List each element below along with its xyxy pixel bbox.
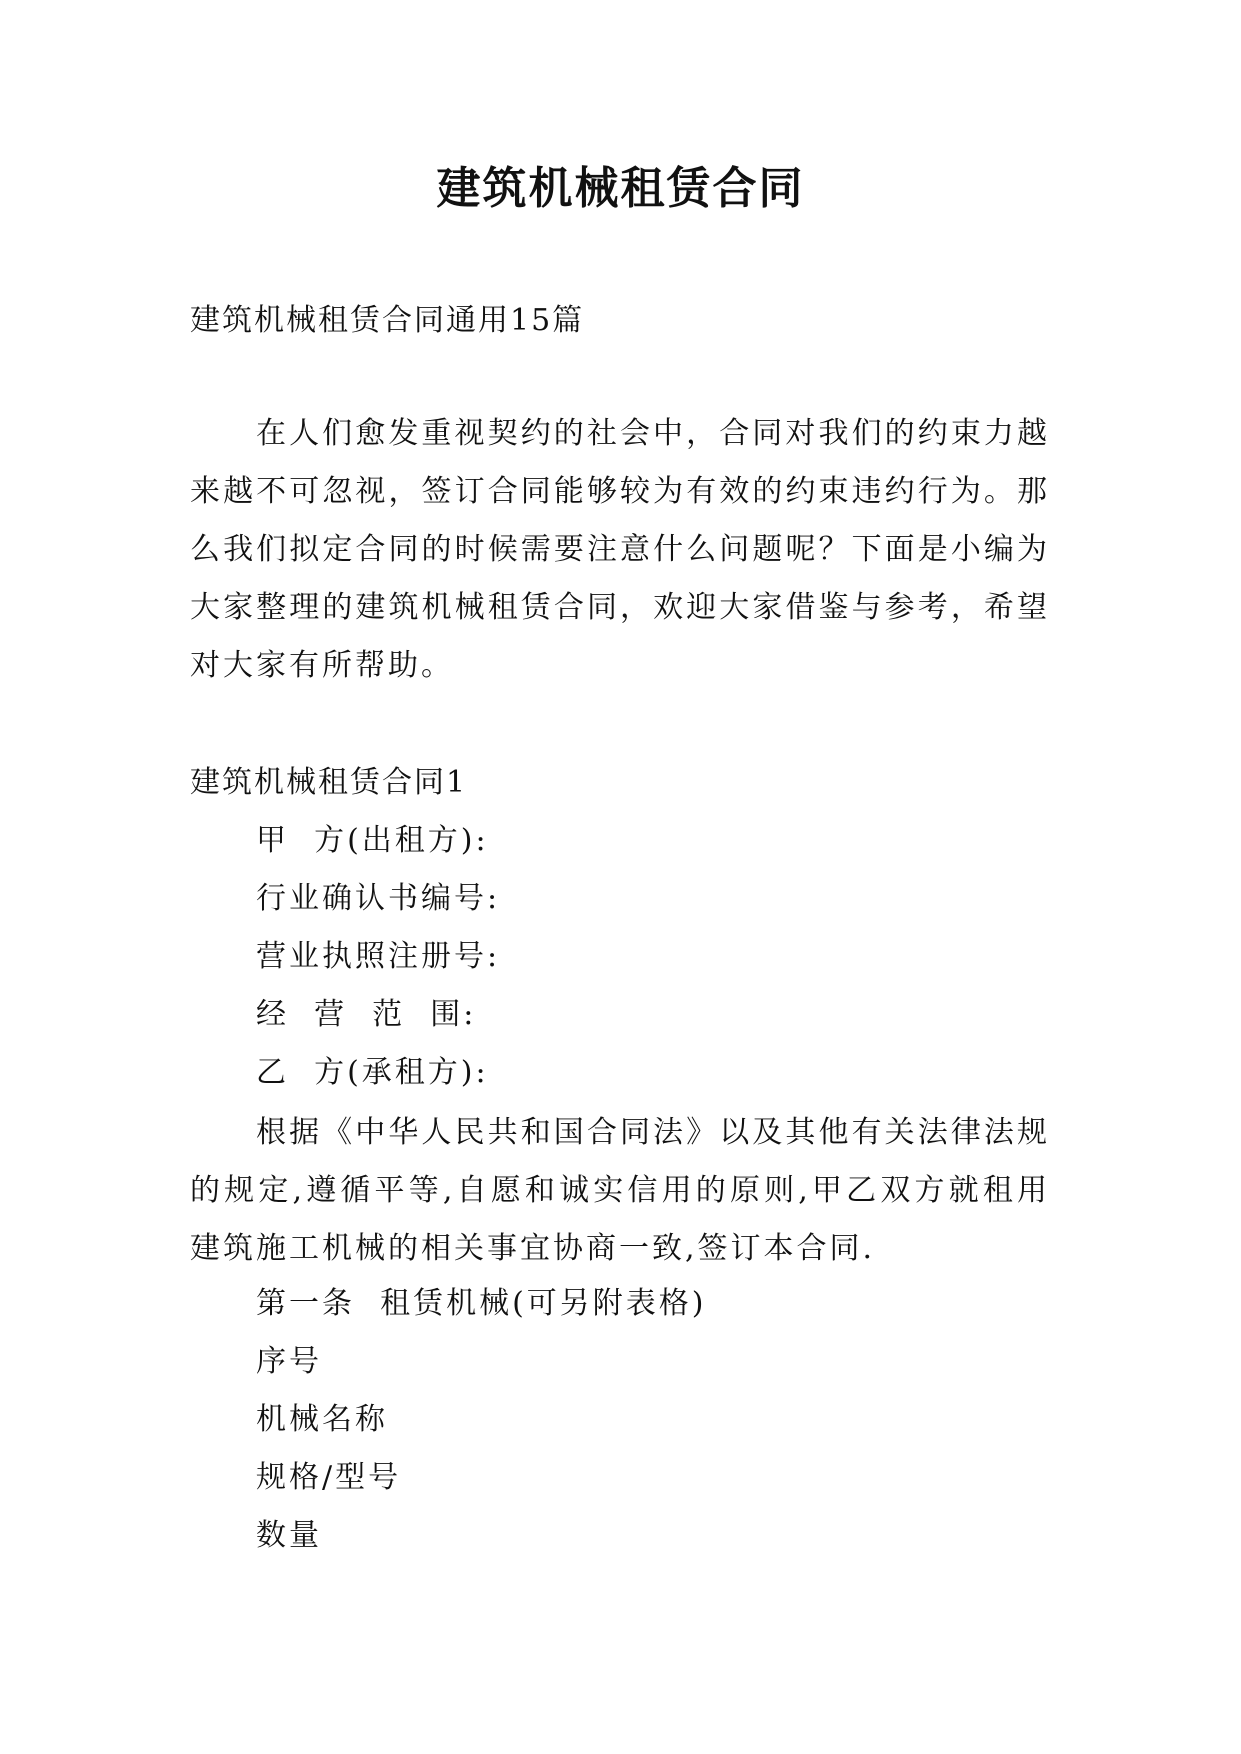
- intro-paragraph: 在人们愈发重视契约的社会中，合同对我们的约束力越来越不可忽视，签订合同能够较为有效的约束违约行为。那么我们拟定合同的时候需要注意什么问题呢？下面是小编为大家整理的建筑机械租赁合同，欢迎大家借鉴与参考，希望对大家有所帮助。: [190, 416, 1050, 683]
- clause-paragraph: 根据《中华人民共和国合同法》以及其他有关法律法规的规定,遵循平等,自愿和诚实信用的原则,甲乙双方就租用建筑施工机械的相关事宜协商一致,签订本合同.: [190, 1115, 1050, 1266]
- article-1-heading: 第一条 租赁机械(可另附表格): [256, 1286, 707, 1321]
- table-field-machine-name: 机械名称: [256, 1402, 388, 1437]
- table-field-spec-model: 规格/型号: [256, 1460, 402, 1495]
- table-field-quantity: 数量: [256, 1518, 322, 1553]
- section-title: 建筑机械租赁合同1: [190, 765, 468, 800]
- table-field-serial: 序号: [256, 1344, 322, 1379]
- party-a-field: 甲 方(出租方):: [256, 823, 489, 858]
- industry-certificate-field: 行业确认书编号:: [256, 881, 501, 916]
- document-title: 建筑机械租赁合同: [436, 163, 805, 214]
- party-b-field: 乙 方(承租方):: [256, 1055, 489, 1090]
- business-license-field: 营业执照注册号:: [256, 939, 501, 974]
- document-subtitle: 建筑机械租赁合同通用15篇: [190, 303, 585, 338]
- business-scope-field: 经 营 范 围:: [256, 997, 477, 1032]
